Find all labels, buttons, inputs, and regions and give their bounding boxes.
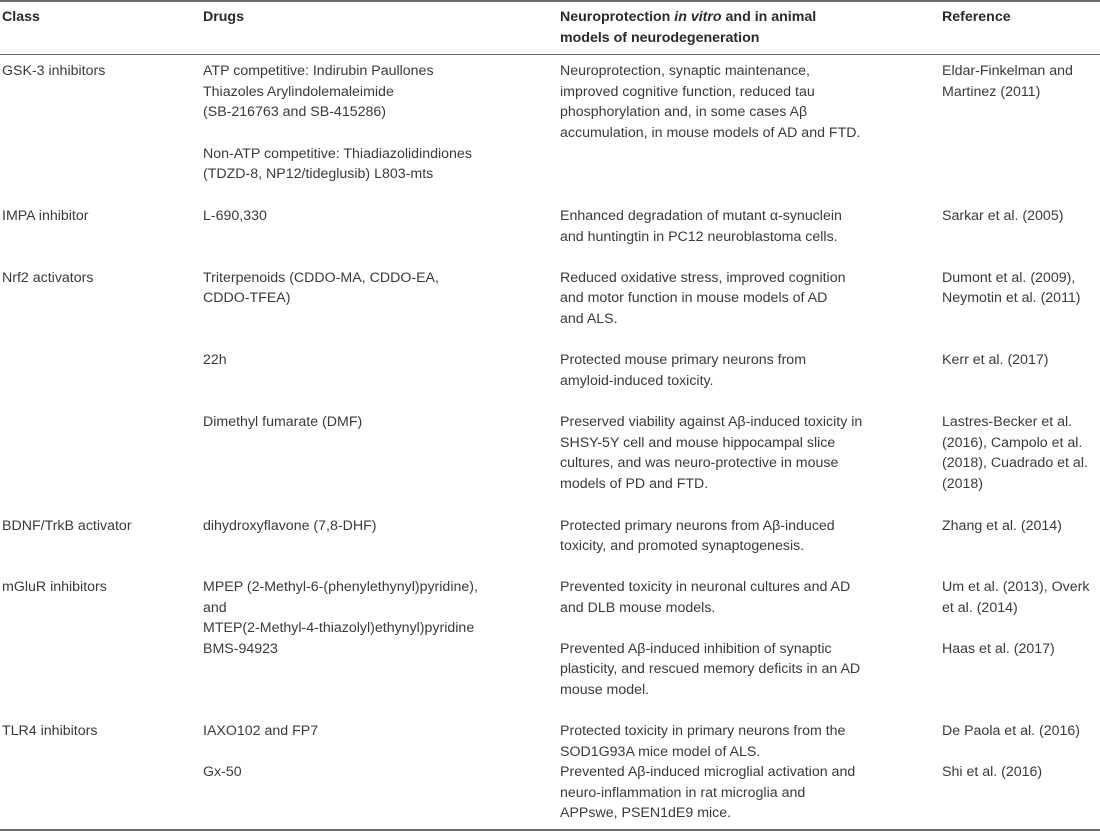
row-class: GSK-3 inhibitors: [2, 63, 106, 79]
row-reference-line: Haas et al. (2017): [942, 641, 1055, 657]
row-reference-line: (2018), Cuadrado et al.: [942, 455, 1088, 471]
row-effect-line: SOD1G93A mice model of ALS.: [560, 744, 761, 760]
row-drugs-line: ATP competitive: Indirubin Paullones: [203, 63, 434, 79]
header-drugs: Drugs: [203, 9, 244, 25]
row-class: mGluR inhibitors: [2, 579, 107, 595]
row-drugs-line: (SB-216763 and SB-415286): [203, 104, 386, 120]
row-effect-line: SHSY-5Y cell and mouse hippocampal slice: [560, 435, 836, 451]
header-reference: Reference: [942, 9, 1011, 25]
row-reference-line: Dumont et al. (2009),: [942, 270, 1076, 286]
row-effect-line: amyloid-induced toxicity.: [560, 373, 714, 389]
row-class: IMPA inhibitor: [2, 208, 89, 224]
row-reference-line: et al. (2014): [942, 600, 1018, 616]
row-effect-line: Protected toxicity in primary neurons from the: [560, 723, 846, 739]
row-class: Nrf2 activators: [2, 270, 94, 286]
row-drugs-line: BMS-94923: [203, 641, 278, 657]
row-effect-line: improved cognitive function, reduced tau: [560, 84, 815, 100]
row-drugs-line: MTEP(2-Methyl-4-thiazolyl)ethynyl)pyridine: [203, 620, 475, 636]
row-reference-line: Zhang et al. (2014): [942, 518, 1062, 534]
row-effect-line: Neuroprotection, synaptic maintenance,: [560, 63, 810, 79]
row-effect-line: Reduced oxidative stress, improved cognition: [560, 270, 846, 286]
header-rule: [0, 54, 1100, 55]
row-reference-line: Eldar-Finkelman and: [942, 63, 1073, 79]
row-reference-line: Um et al. (2013), Overk: [942, 579, 1090, 595]
row-drugs-line: Triterpenoids (CDDO-MA, CDDO-EA,: [203, 270, 439, 286]
row-effect-line: Prevented Aβ-induced inhibition of synaptic: [560, 641, 832, 657]
row-effect-line: Protected primary neurons from Aβ-induced: [560, 518, 835, 534]
row-effect-line: Prevented toxicity in neuronal cultures and AD: [560, 579, 851, 595]
row-effect-line: Enhanced degradation of mutant α-synuclein: [560, 208, 842, 224]
row-effect-line: APPswe, PSEN1dE9 mice.: [560, 805, 732, 821]
row-drugs-line: L-690,330: [203, 208, 267, 224]
row-effect-line: and ALS.: [560, 311, 618, 327]
row-effect-line: and DLB mouse models.: [560, 600, 716, 616]
header-neuroprotection: Neuroprotection in vitro and in animal: [560, 9, 817, 25]
row-reference-line: Neymotin et al. (2011): [942, 290, 1081, 306]
row-drugs-line: Non-ATP competitive: Thiadiazolidindiones: [203, 146, 472, 162]
row-reference-line: (2018): [942, 476, 984, 492]
row-effect-line: and huntingtin in PC12 neuroblastoma cells.: [560, 229, 838, 245]
row-reference-line: De Paola et al. (2016): [942, 723, 1081, 739]
row-drugs-line: (TDZD-8, NP12/tideglusib) L803-mts: [203, 166, 434, 182]
row-drugs-line: 22h: [203, 352, 227, 368]
row-reference-line: Kerr et al. (2017): [942, 352, 1049, 368]
row-reference-line: (2016), Campolo et al.: [942, 435, 1083, 451]
row-effect-line: Protected mouse primary neurons from: [560, 352, 807, 368]
row-effect-line: neuro-inflammation in rat microglia and: [560, 785, 806, 801]
row-effect-line: Prevented Aβ-induced microglial activation and: [560, 764, 856, 780]
row-drugs-line: dihydroxyflavone (7,8-DHF): [203, 518, 377, 534]
row-drugs-line: and: [203, 600, 227, 616]
header-class: Class: [2, 9, 40, 25]
top-rule: [0, 0, 1100, 2]
row-reference-line: Lastres-Becker et al.: [942, 414, 1073, 430]
row-drugs-line: CDDO-TFEA): [203, 290, 291, 306]
row-drugs-line: Dimethyl fumarate (DMF): [203, 414, 363, 430]
row-drugs-line: Thiazoles Arylindolemaleimide: [203, 84, 394, 100]
row-drugs-line: MPEP (2-Methyl-6-(phenylethynyl)pyridine),: [203, 579, 478, 595]
row-effect-line: and motor function in mouse models of AD: [560, 290, 828, 306]
row-reference-line: Martinez (2011): [942, 84, 1041, 100]
row-drugs-line: IAXO102 and FP7: [203, 723, 319, 739]
row-effect-line: cultures, and was neuro-protective in mouse: [560, 455, 839, 471]
row-drugs-line: Gx-50: [203, 764, 242, 780]
row-effect-line: Preserved viability against Aβ-induced toxicity in: [560, 414, 863, 430]
row-effect-line: toxicity, and promoted synaptogenesis.: [560, 538, 805, 554]
row-reference-line: Shi et al. (2016): [942, 764, 1043, 780]
header-neuroprotection-line2: models of neurodegeneration: [560, 30, 760, 46]
bottom-rule: [0, 829, 1100, 831]
row-reference-line: Sarkar et al. (2005): [942, 208, 1064, 224]
row-effect-line: phosphorylation and, in some cases Aβ: [560, 104, 808, 120]
row-effect-line: accumulation, in mouse models of AD and FTD.: [560, 125, 861, 141]
row-effect-line: plasticity, and rescued memory deficits in an AD: [560, 661, 861, 677]
row-effect-line: models of PD and FTD.: [560, 476, 709, 492]
row-class: TLR4 inhibitors: [2, 723, 98, 739]
row-class: BDNF/TrkB activator: [2, 518, 132, 534]
row-effect-line: mouse model.: [560, 682, 650, 698]
